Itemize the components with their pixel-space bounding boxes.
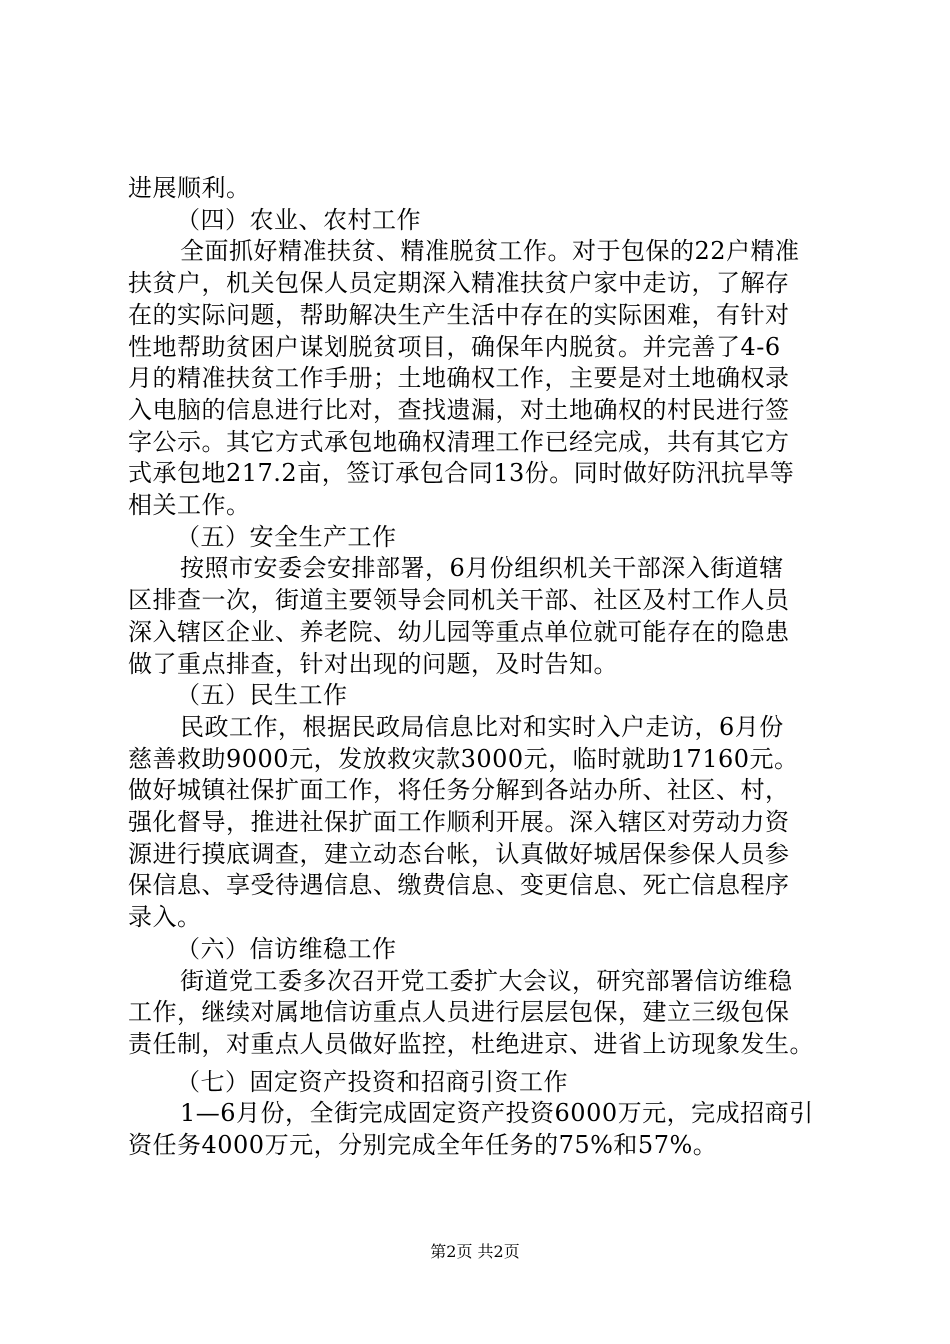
text-line: 进展顺利。 <box>128 174 251 202</box>
text-line: 做了重点排查，针对出现的问题，及时告知。 <box>128 650 618 678</box>
text-line: 在的实际问题，帮助解决生产生活中存在的实际困难，有针对 <box>128 301 790 329</box>
text-line: 深入辖区企业、养老院、幼儿园等重点单位就可能存在的隐患 <box>128 618 790 646</box>
text-line: 式承包地217.2亩，签订承包合同13份。同时做好防汛抗旱等 <box>128 459 795 487</box>
text-line: 入电脑的信息进行比对，查找遗漏，对土地确权的村民进行签 <box>128 396 790 424</box>
text-line: 按照市安委会安排部署，6月份组织机关干部深入街道辖 <box>180 554 784 582</box>
text-line: 1—6月份，全街完成固定资产投资6000万元，完成招商引 <box>180 1099 814 1127</box>
text-line: 强化督导，推进社保扩面工作顺利开展。深入辖区对劳动力资 <box>128 808 790 836</box>
text-line: 做好城镇社保扩面工作，将任务分解到各站办所、社区、村， <box>128 776 790 804</box>
text-line: 录入。 <box>128 903 202 931</box>
text-line: 街道党工委多次召开党工委扩大会议，研究部署信访维稳 <box>180 967 793 995</box>
section-heading: （五）民生工作 <box>176 681 348 709</box>
text-line: 字公示。其它方式承包地确权清理工作已经完成，共有其它方 <box>128 428 790 456</box>
section-heading: （六）信访维稳工作 <box>176 935 397 963</box>
text-line: 慈善救助9000元，发放救灾款3000元，临时就助17160元。 <box>128 745 799 773</box>
text-line: 性地帮助贫困户谋划脱贫项目，确保年内脱贫。并完善了4-6 <box>128 333 781 361</box>
text-line: 扶贫户，机关包保人员定期深入精准扶贫户家中走访，了解存 <box>128 269 790 297</box>
text-line: 责任制，对重点人员做好监控，杜绝进京、进省上访现象发生。 <box>128 1030 814 1058</box>
section-heading: （四）农业、农村工作 <box>176 206 421 234</box>
section-heading: （五）安全生产工作 <box>176 523 397 551</box>
text-line: 民政工作，根据民政局信息比对和实时入户走访，6月份 <box>180 713 784 741</box>
text-line: 工作，继续对属地信访重点人员进行层层包保，建立三级包保 <box>128 998 790 1026</box>
section-heading: （七）固定资产投资和招商引资工作 <box>176 1068 568 1096</box>
text-line: 全面抓好精准扶贫、精准脱贫工作。对于包保的22户精准 <box>180 237 800 265</box>
text-line: 保信息、享受待遇信息、缴费信息、变更信息、死亡信息程序 <box>128 871 790 899</box>
text-line: 月的精准扶贫工作手册；土地确权工作，主要是对土地确权录 <box>128 364 790 392</box>
text-line: 源进行摸底调查，建立动态台帐，认真做好城居保参保人员参 <box>128 840 790 868</box>
text-line: 区排查一次，街道主要领导会同机关干部、社区及村工作人员 <box>128 586 790 614</box>
page-number-footer: 第2页 共2页 <box>430 1242 520 1261</box>
text-line: 相关工作。 <box>128 491 251 519</box>
text-line: 资任务4000万元，分别完成全年任务的75%和57%。 <box>128 1131 718 1159</box>
